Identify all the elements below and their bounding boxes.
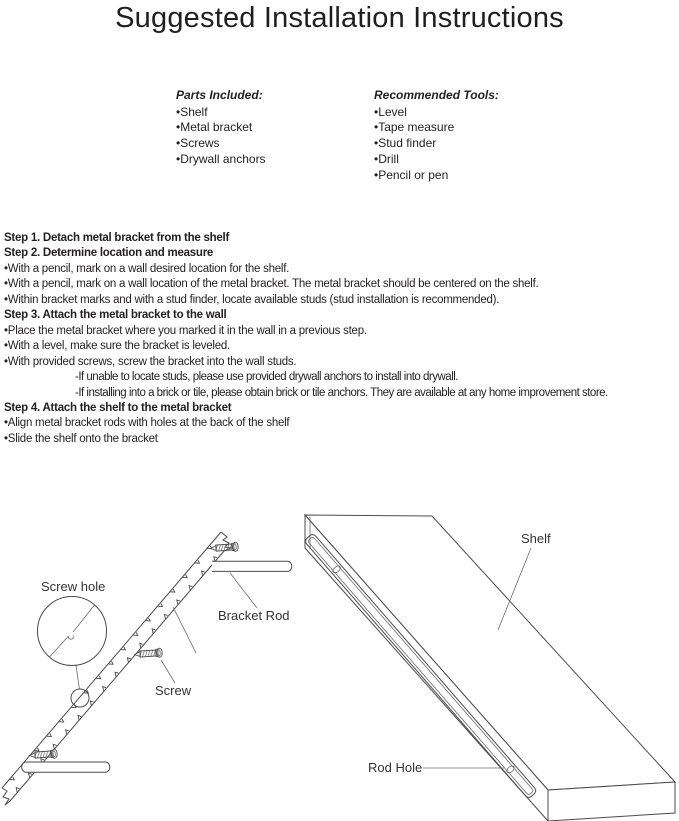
installation-diagram bbox=[0, 480, 679, 821]
recommended-tools-heading: Recommended Tools: bbox=[374, 88, 499, 102]
screw-leader-line bbox=[161, 660, 175, 683]
step-heading: Step 4. Attach the shelf to the metal bracket bbox=[4, 401, 232, 414]
shelf-drawing bbox=[304, 515, 675, 821]
screw-hole-detail bbox=[38, 597, 107, 708]
shelf-label: Shelf bbox=[521, 531, 551, 546]
instruction-subline: -If installing into a brick or tile, please obtain brick or tile anchors. They are available at any home improvement store. bbox=[75, 386, 608, 399]
bracket-rod-leader-line bbox=[230, 573, 257, 608]
list-item: •Drill bbox=[374, 151, 399, 166]
instruction-line: •With a pencil, mark on a wall location of the metal bracket. The metal bracket should be centered on the shelf. bbox=[4, 278, 539, 291]
instruction-line: •With a pencil, mark on a wall desired location for the shelf. bbox=[4, 262, 290, 275]
step-heading: Step 2. Determine location and measure bbox=[4, 247, 214, 260]
instruction-line: •With provided screws, screw the bracket into the wall studs. bbox=[4, 355, 297, 368]
bracket-rod-label: Bracket Rod bbox=[218, 608, 290, 623]
list-item: •Pencil or pen bbox=[374, 167, 449, 182]
list-item: •Shelf bbox=[176, 104, 208, 119]
list-item: •Stud finder bbox=[374, 136, 437, 151]
instruction-line: •Align metal bracket rods with holes at the back of the shelf bbox=[4, 417, 290, 430]
list-item: •Metal bracket bbox=[176, 120, 253, 135]
list-item: •Tape measure bbox=[374, 120, 455, 135]
instruction-line: •With a level, make sure the bracket is leveled. bbox=[4, 340, 230, 353]
instruction-line: •Within bracket marks and with a stud finder, locate available studs (stud installation is recommended). bbox=[4, 293, 500, 306]
bracket-rod-drawing bbox=[212, 561, 292, 571]
instruction-line: •Slide the shelf onto the bracket bbox=[4, 432, 158, 445]
screw-hole-label: Screw hole bbox=[41, 579, 106, 594]
step-heading: Step 3. Attach the metal bracket to the wall bbox=[4, 309, 227, 322]
instruction-line: •Place the metal bracket where you marked it in the wall in a previous step. bbox=[4, 324, 367, 337]
rod-hole-label: Rod Hole bbox=[368, 760, 423, 775]
page-title: Suggested Installation Instructions bbox=[115, 2, 564, 34]
screw-label: Screw bbox=[155, 683, 192, 698]
screw-drawing bbox=[134, 648, 162, 659]
screw-drawing bbox=[210, 542, 238, 553]
instruction-steps bbox=[4, 231, 679, 447]
bracket-rod-drawing bbox=[22, 762, 110, 772]
instruction-subline: -If unable to locate studs, please use provided drywall anchors to install into drywall. bbox=[75, 371, 459, 384]
bracket-leader-line bbox=[173, 607, 196, 653]
list-item: •Drywall anchors bbox=[176, 151, 266, 166]
step-heading: Step 1. Detach metal bracket from the shelf bbox=[4, 232, 230, 244]
parts-included-heading: Parts Included: bbox=[176, 88, 263, 102]
list-item: •Level bbox=[374, 104, 407, 119]
recommended-tools-list bbox=[374, 88, 499, 183]
parts-included-list bbox=[176, 88, 266, 168]
list-item: •Screws bbox=[176, 136, 220, 151]
